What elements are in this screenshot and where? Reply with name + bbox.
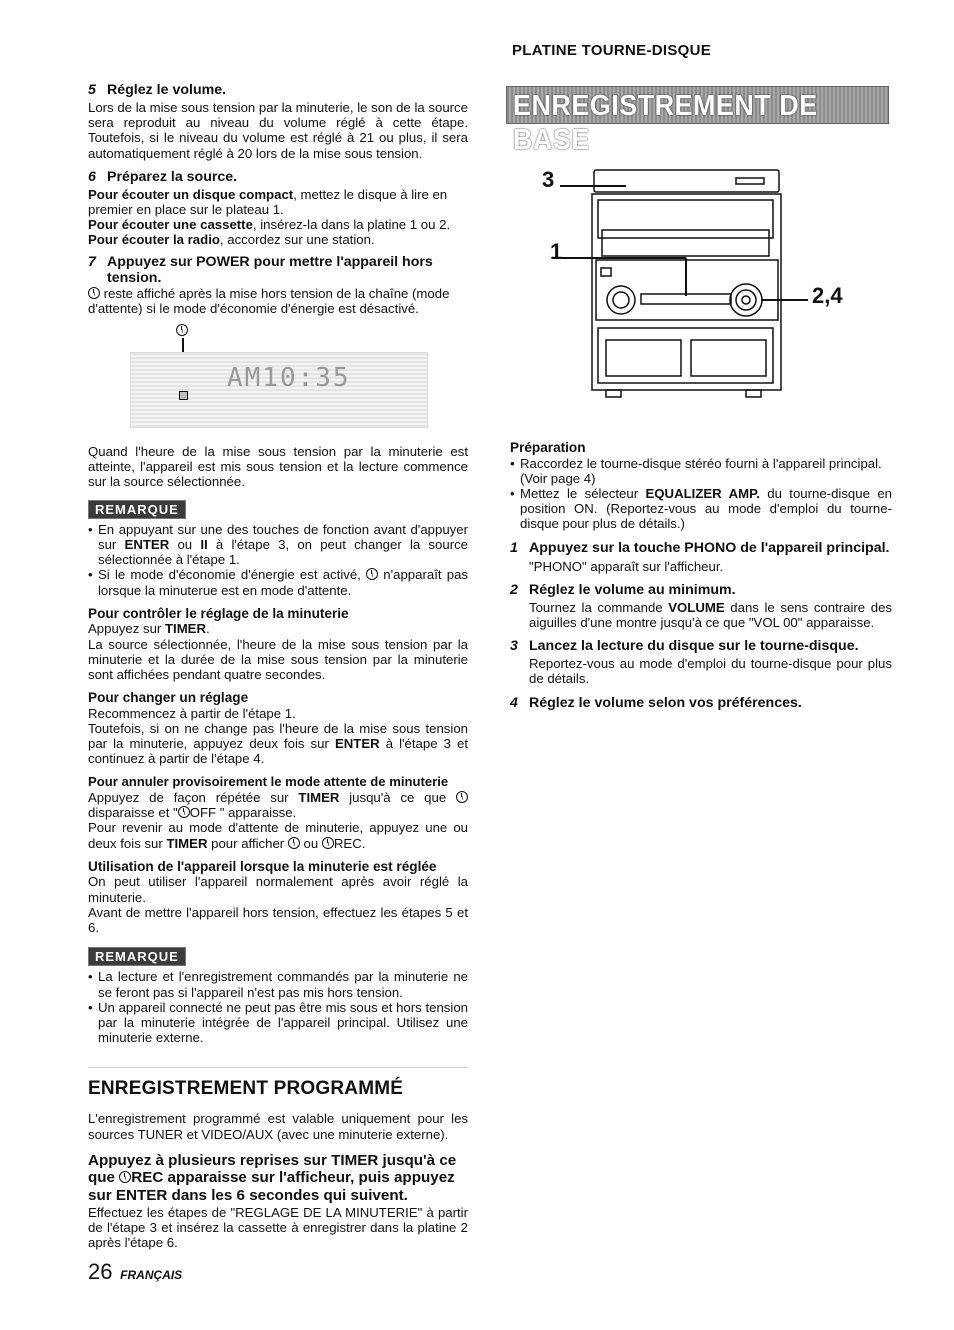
timer-rec-icon (119, 1171, 131, 1183)
timer-rec-icon (322, 837, 334, 849)
step-5-text: Lors de la mise sous tension par la minuterie, le son de la source sera reproduit au niveau du volume réglé à cette étape. Toutefois, si le niveau du volume est réglé à 21 ou plus, il sera automatiquement réglé à 20 lors de la mise sous tension. (88, 100, 468, 161)
phono-step-1: 1 Appuyez sur la touche PHONO de l'appareil principal. "PHONO" apparaît sur l'afficheur. (510, 539, 890, 574)
callout-1: 1 (550, 239, 563, 264)
lcd-panel (130, 352, 428, 428)
timer-icon (88, 287, 100, 299)
use-section: Utilisation de l'appareil lorsque la minuterie est réglée On peut utiliser l'appareil normalement après avoir réglé la minuterie. Avant de mettre l'appareil hors tension, effectuez les étapes 5 et 6. (88, 858, 468, 935)
stereo-figure (542, 167, 856, 400)
callout-2-4: 2,4 (812, 283, 843, 308)
page-number: 26 (88, 1259, 113, 1284)
page-footer (88, 1259, 183, 1284)
right-column (510, 440, 892, 711)
left-column (88, 82, 468, 1250)
step-7: 7 Appuyez sur POWER pour mettre l'appareil hors tension. reste affiché après la mise hors tension de la chaîne (mode d'attente) si le mode d'économie d'énergie est désactivé. (88, 254, 468, 316)
change-setting-section: Pour changer un réglage Recommencez à partir de l'étape 1. Toutefois, si on ne change pas l'heure de la mise sous tension par la minuterie, appuyez deux fois sur ENTER à l'étape 3 et continuez à partir de l'étape 4. (88, 690, 468, 767)
programmed-recording: ENREGISTREMENT PROGRAMMÉ L'enregistrement programmé est valable uniquement pour les sources TUNER et VIDEO/AUX (avec une minuterie externe). Appuyez à plusieurs reprises sur TIMER jusqu'à ce que REC apparaisse sur l'afficheur, puis appuyez sur ENTER dans les 6 secondes qui suivent. Effectuez les étapes de "REGLAGE DE LA MINUTERIE" à partir de l'étape 3 et insérez la cassette à enregistrer dans la platine 2 après l'étape 6. (88, 1067, 468, 1250)
callout-3: 3 (542, 167, 555, 192)
preparation-title: Préparation (510, 440, 586, 455)
timer-icon (176, 324, 188, 336)
remark-label: REMARQUE (88, 947, 186, 966)
lcd-time: AM10:35 (227, 363, 351, 394)
timer-icon (456, 791, 468, 803)
banner-title: ENREGISTREMENT DE BASE (513, 90, 818, 156)
timer-off-icon (178, 806, 190, 818)
section-header: PLATINE TOURNE-DISQUE (512, 42, 712, 59)
banner (506, 86, 889, 156)
remark-2: REMARQUE • La lecture et l'enregistrement commandés par la minuterie ne se feront pas si l'appareil n'est pas mis hors tension. • Un appareil connecté ne peut pas être mis sous et hors tension par la minuterie intégrée de l'appareil principal. Utilisez une minuterie externe. (88, 949, 468, 1046)
cancel-standby-title: Pour annuler provisoirement le mode attente de minuterie (88, 774, 449, 790)
use-title: Utilisation de l'appareil lorsque la minuterie est réglée (88, 858, 437, 874)
remark-label: REMARQUE (88, 500, 186, 519)
timer-display (88, 320, 468, 442)
step-7-title: Appuyez sur POWER pour mettre l'appareil hors tension. (107, 253, 433, 286)
language-label: FRANÇAIS (120, 1268, 183, 1282)
phono-step-2: 2 Réglez le volume au minimum. Tournez la commande VOLUME dans le sens contraire des aiguilles d'une montre jusqu'à ce que "VOL 00" apparaisse. (510, 581, 893, 630)
phono-step-4: 4 Réglez le volume selon vos préférences. (510, 694, 802, 711)
remark-1: REMARQUE • En appuyant sur une des touches de fonction avant d'appuyer sur ENTER ou II à l'étape 3, on peut changer la source sélectionnée à l'étape 1. • Si le mode d'économie d'énergie est activé, n'apparaît pas lorsque la minuterue est en mode d'attente. (88, 501, 469, 598)
step-6-title: Préparez la source. (107, 168, 238, 185)
cancel-standby-section: Pour annuler provisoirement le mode attente de minuterie Appuyez de façon répétée sur TIMER jusqu'à ce que disparaisse et " OFF " apparaisse. Pour revenir au mode d'attente de minuterie, appuyez une ou deux fois sur TIMER pour afficher ou REC. (88, 774, 468, 851)
stereo-drawing (546, 168, 856, 400)
change-setting-title: Pour changer un réglage (88, 690, 249, 706)
step-5-title: Réglez le volume. (107, 82, 227, 98)
programmed-recording-title: ENREGISTREMENT PROGRAMMÉ (88, 1078, 404, 1100)
after-display-text: Quand l'heure de la mise sous tension par la minuterie est atteinte, l'appareil est mis sous tension et la lecture commence sur la source sélectionnée. (88, 444, 468, 490)
step-5: 5 Réglez le volume. Lors de la mise sous tension par la minuterie, le son de la source sera reproduit au niveau du volume réglé à cette étape. Toutefois, si le niveau du volume est réglé à 21 ou plus, il sera automatiquement réglé à 20 lors de la mise sous tension. (88, 82, 468, 161)
preparation: Préparation • Raccordez le tourne-disque stéréo fourni à l'appareil principal. (Voir page 4) • Mettez le sélecteur EQUALIZER AMP. du tourne-disque en position ON. (Reportez-vous au mode d'emploi du tourne-disque pour plus de détails.) (510, 440, 892, 532)
timer-icon (366, 568, 378, 580)
control-timer-section: Pour contrôler le réglage de la minuterie Appuyez sur TIMER. La source sélectionnée, l'heure de la mise sous tension par la minuterie et la durée de la mise sous tension par la minuterie sont affichées pendant quatre secondes. (88, 605, 468, 682)
step-6: 6 Préparez la source. Pour écouter un disque compact, mettez le disque à lire en premier en place sur le plateau 1. Pour écouter une cassette, insérez-la dans la platine 1 ou 2. Pour écouter la radio, accordez sur une station. (88, 168, 451, 248)
timer-icon (288, 837, 300, 849)
control-timer-title: Pour contrôler le réglage de la minuterie (88, 605, 349, 621)
phono-step-3: 3 Lancez la lecture du disque sur le tourne-disque. Reportez-vous au mode d'emploi du tourne-disque pour plus de détails. (510, 638, 892, 687)
